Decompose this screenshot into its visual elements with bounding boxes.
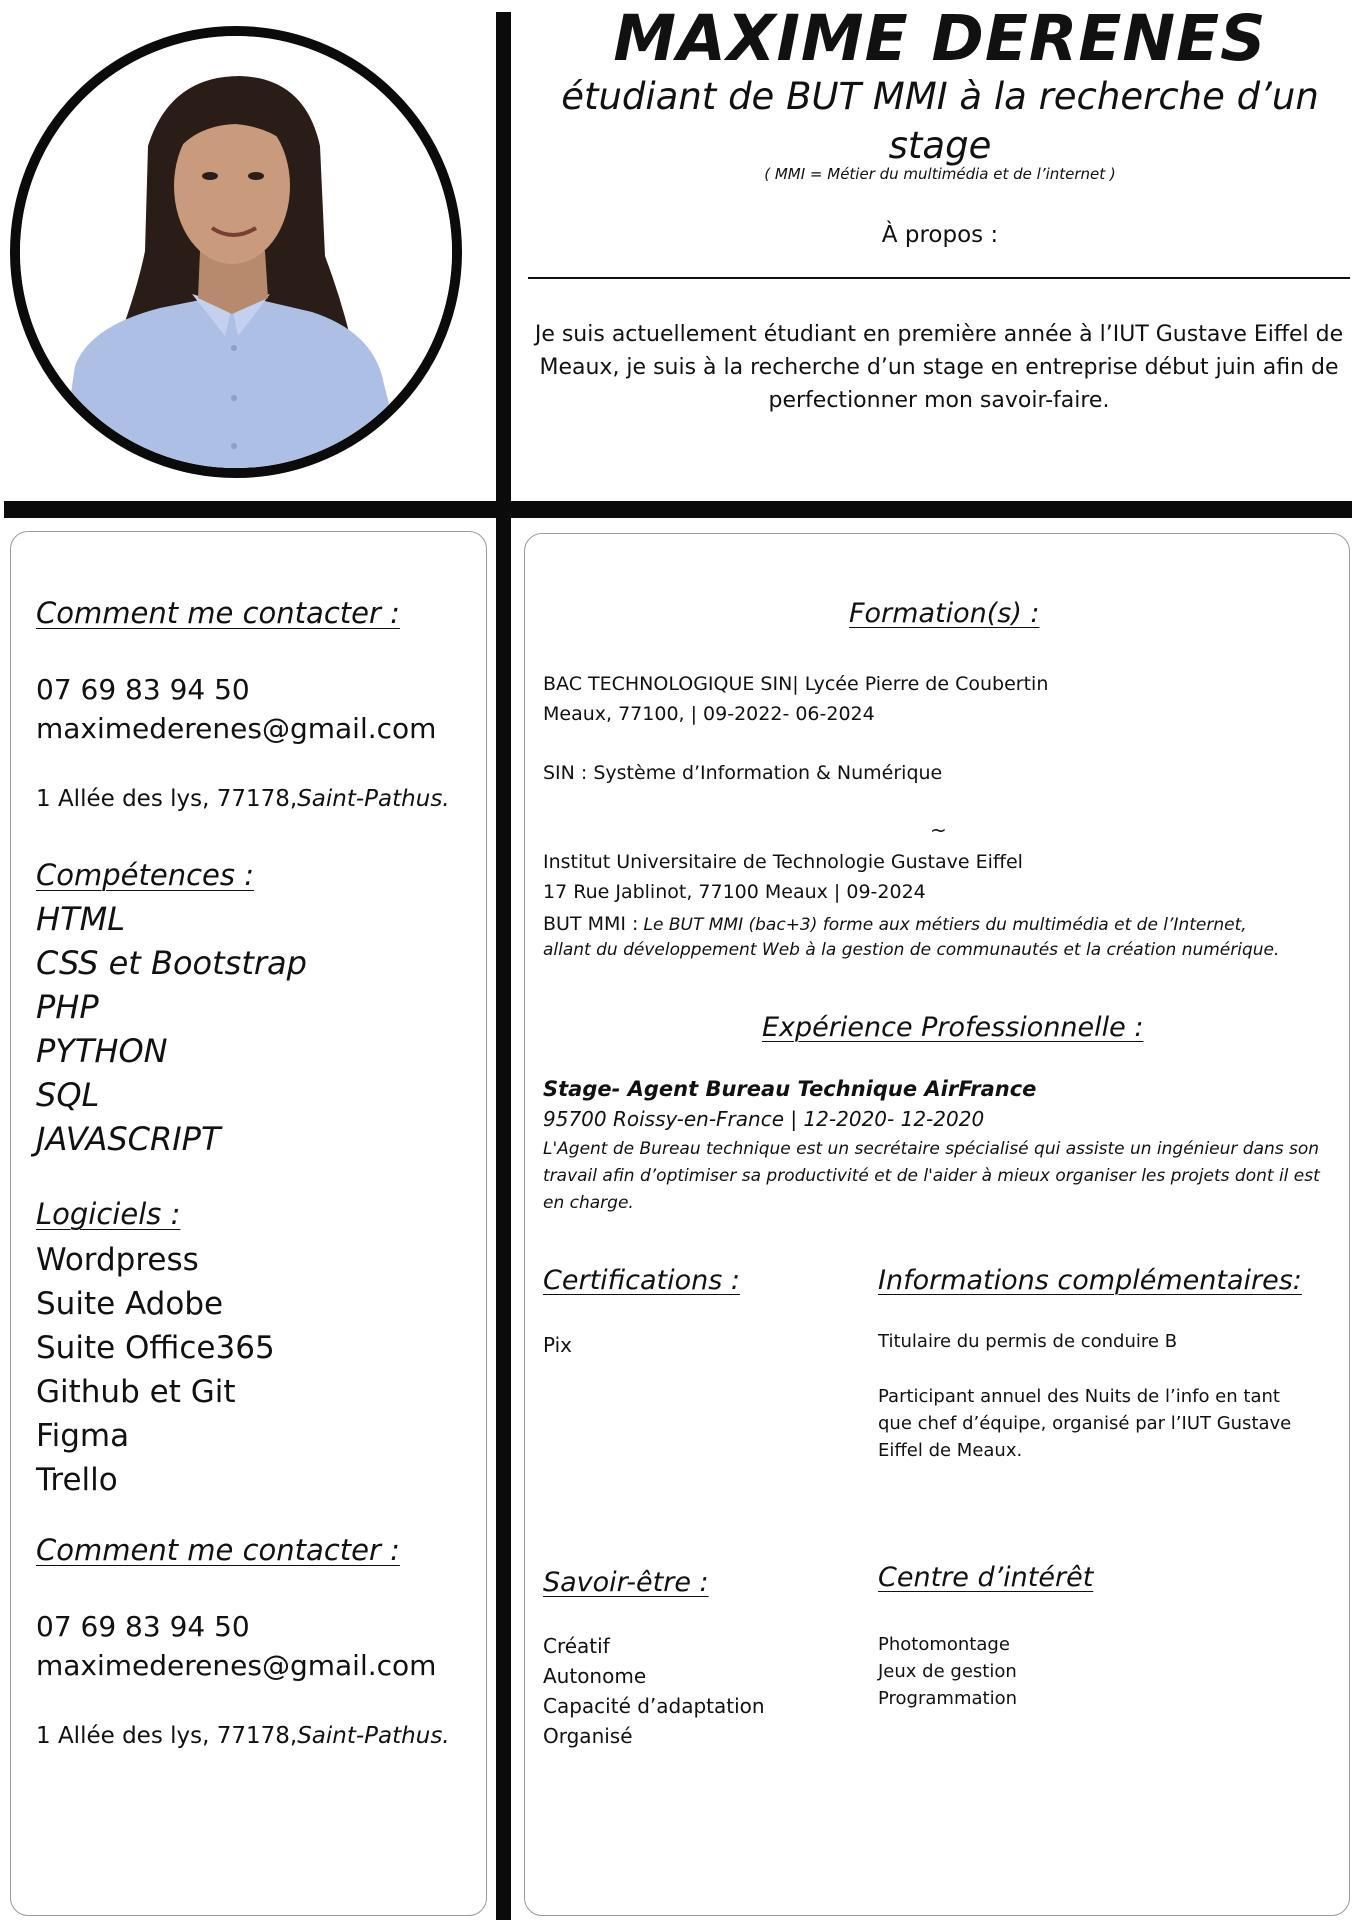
about-text: Je suis actuellement étudiant en première année à l’IUT Gustave Eiffel de Meaux, je suis à la recherche d’un stage en entreprise début juin afin de perfectionner mon savoir-faire. (534, 322, 1344, 413)
skill-item: HTML (36, 900, 126, 938)
address-street: 1 Allée des lys, 77178, (36, 786, 298, 812)
certification-item: Pix (543, 1333, 573, 1357)
full-name: MAXIME DERENES (613, 2, 1267, 75)
software-item: Github et Git (36, 1374, 236, 1410)
skill-item: PHP (36, 988, 99, 1026)
interests-heading: Centre d’intérêt (878, 1562, 1094, 1593)
experience-place-dates: 95700 Roissy-en-France | 12-2020- 12-2020 (543, 1107, 985, 1131)
info-heading: Informations complémentaires: (878, 1265, 1302, 1296)
software-item: Wordpress (36, 1242, 199, 1278)
interests-list (878, 1631, 1017, 1712)
skill-item: PYTHON (36, 1032, 168, 1070)
interest-item: Jeux de gestion (878, 1661, 1017, 1682)
software-heading: Logiciels : (36, 1197, 181, 1231)
software-item: Trello (36, 1462, 118, 1498)
soft-skill-item: Organisé (543, 1724, 633, 1748)
skill-item: SQL (36, 1076, 100, 1114)
but-desc-line1: Le BUT MMI (bac+3) forme aux métiers du multimédia et de l’Internet, (643, 915, 1247, 935)
portrait-illustration (20, 36, 452, 468)
skill-item: CSS et Bootstrap (36, 944, 307, 982)
interest-item: Programmation (878, 1688, 1017, 1709)
contact-address (36, 786, 450, 812)
interest-item: Photomontage (878, 1634, 1010, 1655)
experience-description: L'Agent de Bureau technique est un secrétaire spécialisé qui assiste un ingénieur dans son travail afin d’optimiser sa productivité et de l'aider à mieux organiser les projets dont il est en charge. (543, 1139, 1320, 1213)
contact-phone: 07 69 83 94 50 (36, 673, 250, 706)
address-street: 1 Allée des lys, 77178, (36, 1723, 298, 1749)
about-rule (528, 277, 1350, 279)
formation-separator: ~ (930, 818, 947, 842)
soft-skill-item: Autonome (543, 1664, 647, 1688)
soft-skill-item: Créatif (543, 1634, 610, 1658)
formation-heading: Formation(s) : (849, 598, 1040, 629)
vertical-divider (496, 12, 511, 1920)
address-city: Saint-Pathus. (297, 786, 450, 812)
but-description (543, 910, 1247, 939)
software-item: Suite Adobe (36, 1286, 224, 1322)
contact-address-repeat (36, 1723, 450, 1749)
info-nuit-info: Participant annuel des Nuits de l’info en tant que chef d’équipe, organisé par l’IUT Gustave Eiffel de Meaux. (878, 1386, 1292, 1461)
iut-place-dates: 17 Rue Jablinot, 77100 Meaux | 09-2024 (543, 881, 926, 903)
soft-skills-heading: Savoir-être : (543, 1567, 709, 1598)
certifications-heading: Certifications : (543, 1265, 740, 1296)
contact-heading-repeat: Comment me contacter : (36, 1533, 400, 1567)
profile-photo (10, 26, 462, 478)
contact-email-repeat: maximederenes@gmail.com (36, 1649, 437, 1682)
horizontal-divider (4, 501, 1352, 518)
contact-heading: Comment me contacter : (36, 596, 400, 630)
iut-title: Institut Universitaire de Technologie Gustave Eiffel (543, 851, 1023, 873)
but-desc-line2: allant du développement Web à la gestion de communautés et la création numérique. (543, 940, 1280, 960)
skill-item: JAVASCRIPT (36, 1120, 221, 1158)
contact-email: maximederenes@gmail.com (36, 712, 437, 745)
skills-heading: Compétences : (36, 858, 254, 892)
but-label: BUT MMI : (543, 913, 639, 935)
headline-note: ( MMI = Métier du multimédia et de l’internet ) (764, 165, 1116, 183)
experience-title: Stage- Agent Bureau Technique AirFrance (543, 1077, 1037, 1101)
experience-heading: Expérience Professionnelle : (762, 1012, 1144, 1043)
about-heading: À propos : (881, 222, 999, 248)
bac-title: BAC TECHNOLOGIQUE SIN| Lycée Pierre de Coubertin (543, 673, 1049, 695)
address-city: Saint-Pathus. (297, 1723, 450, 1749)
software-item: Suite Office365 (36, 1330, 275, 1366)
contact-phone-repeat: 07 69 83 94 50 (36, 1610, 250, 1643)
soft-skills-list (543, 1631, 765, 1751)
software-item: Figma (36, 1418, 130, 1454)
soft-skill-item: Capacité d’adaptation (543, 1694, 765, 1718)
headline: étudiant de BUT MMI à la recherche d’un stage (561, 75, 1319, 167)
info-licence: Titulaire du permis de conduire B (878, 1331, 1178, 1352)
bac-place-dates: Meaux, 77100, | 09-2022- 06-2024 (543, 703, 875, 725)
bac-detail: SIN : Système d’Information & Numérique (543, 762, 943, 784)
